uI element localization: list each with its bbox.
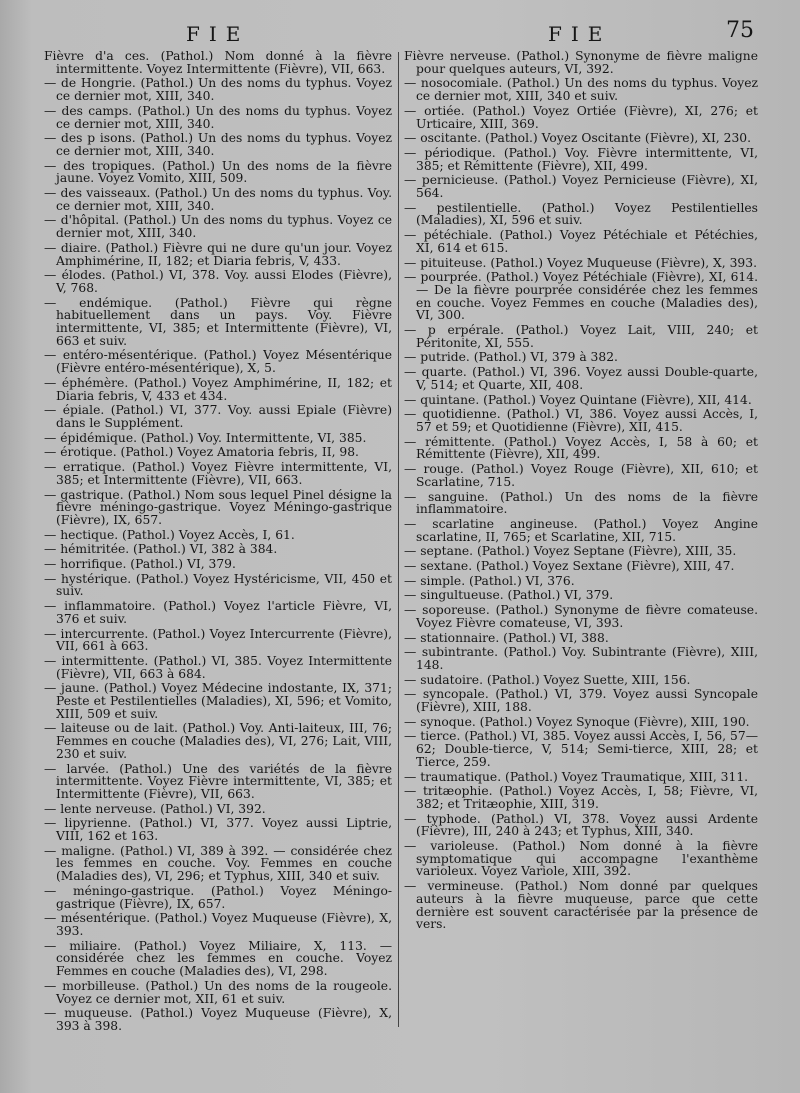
index-entry: — singultueuse. (Pathol.) VI, 379. <box>404 588 614 603</box>
index-entry: — éphémère. (Pathol.) Voyez Amphimérine, II, 182; et Diaria febris, V, 433 et 434. <box>44 375 392 403</box>
index-entry: — rouge. (Pathol.) Voyez Rouge (Fièvre), XII, 610; et Scarlatine, 715. <box>404 462 758 489</box>
index-entry: — p erpérale. (Pathol.) Voyez Lait, VIII, 240; et Péritonite, XI, 555. <box>404 323 758 350</box>
index-entry: — quotidienne. (Pathol.) VI, 386. Voyez aussi Accès, I, 57 et 59; et Quotidienne (Fièvre), XII, 415. <box>404 407 758 434</box>
index-entry: — hectique. (Pathol.) Voyez Accès, I, 61. <box>44 527 295 542</box>
index-entry: — horrifique. (Pathol.) VI, 379. <box>44 557 236 572</box>
index-entry: — sextane. (Pathol.) Voyez Sextane (Fièvre), XIII, 47. <box>404 559 735 574</box>
index-entry: — des tropiques. (Pathol.) Un des noms de la fièvre jaune. Voyez Vomito, XIII, 509. <box>44 158 392 186</box>
index-entry: — sanguine. (Pathol.) Un des noms de la fièvre inflammatoire. <box>404 489 758 517</box>
index-entry: — simple. (Pathol.) VI, 376. <box>404 573 575 588</box>
index-entry: — maligne. (Pathol.) VI, 389 à 392. — considérée chez les femmes en couche. Voy. Femmes en couche (Maladies des), VI, 296; et Typhus, XIII, 340 et suiv. <box>44 843 392 884</box>
index-entry: — pestilentielle. (Pathol.) Voyez Pestilentielles (Maladies), XI, 596 et suiv. <box>404 200 758 228</box>
index-entry: — tritæophie. (Pathol.) Voyez Accès, I, 58; Fièvre, VI, 382; et Tritæophie, XIII, 319. <box>404 784 758 811</box>
index-entry: — hystérique. (Pathol.) Voyez Hystéricisme, VII, 450 et suiv. <box>44 571 392 599</box>
index-entry: Fièvre nerveuse. (Pathol.) Synonyme de fièvre maligne pour quelques auteurs, VI, 392. <box>404 49 758 76</box>
column-divider <box>398 52 399 1027</box>
index-entry: — larvée. (Pathol.) Une des variétés de la fièvre intermittente. Voyez Fièvre intermittente, VI, 385; et Intermittente (Fièvre), VII, 663. <box>44 761 392 801</box>
index-entry: — inflammatoire. (Pathol.) Voyez l'article Fièvre, VI, 376 et suiv. <box>44 599 392 626</box>
index-entry: — pernicieuse. (Pathol.) Voyez Pernicieuse (Fièvre), XI, 564. <box>404 173 758 201</box>
index-entry: — élodes. (Pathol.) VI, 378. Voy. aussi Elodes (Fièvre), V, 768. <box>44 268 392 295</box>
index-entry: — traumatique. (Pathol.) Voyez Traumatique, XIII, 311. <box>404 769 749 784</box>
index-entry: — stationnaire. (Pathol.) VI, 388. <box>404 630 609 645</box>
index-entry: — entéro-mésentérique. (Pathol.) Voyez Mésentérique (Fièvre entéro-mésentérique), X, 5. <box>44 348 392 376</box>
index-entry: — nosocomiale. (Pathol.) Un des noms du typhus. Voyez ce dernier mot, XIII, 340 et suiv. <box>404 76 758 104</box>
index-entry: — hémitritée. (Pathol.) VI, 382 à 384. <box>44 542 278 557</box>
index-entry: Fièvre d'a ces. (Pathol.) Nom donné à la fièvre intermittente. Voyez Intermittente (Fièvre), VII, 663. <box>44 49 392 76</box>
index-entry: — épiale. (Pathol.) VI, 377. Voy. aussi Epiale (Fièvre) dans le Supplément. <box>44 403 392 430</box>
index-entry: — gastrique. (Pathol.) Nom sous lequel Pinel désigne la fièvre méningo-gastrique. Voyez Méningo-gastrique (Fièvre), IX, 657. <box>44 487 392 527</box>
index-entry: — synoque. (Pathol.) Voyez Synoque (Fièvre), XIII, 190. <box>404 714 750 729</box>
index-entry: — des camps. (Pathol.) Un des noms du typhus. Voyez ce dernier mot, XIII, 340. <box>44 103 392 131</box>
index-entry: — mésentérique. (Pathol.) Voyez Muqueuse (Fièvre), X, 393. <box>44 911 392 938</box>
left-column <box>44 50 392 1035</box>
index-entry: — soporeuse. (Pathol.) Synonyme de fièvre comateuse. Voyez Fièvre comateuse, VI, 393. <box>404 603 758 630</box>
index-entry: — quintane. (Pathol.) Voyez Quintane (Fièvre), XII, 414. <box>404 392 752 407</box>
index-entry: — erratique. (Pathol.) Voyez Fièvre intermittente, VI, 385; et Intermittente (Fièvre), VII, 663. <box>44 460 392 487</box>
index-entry: — jaune. (Pathol.) Voyez Médecine indostante, IX, 371; Peste et Pestilentielles (Maladies), XI, 596; et Vomito, XIII, 509 et suiv. <box>44 681 392 721</box>
index-entry: — érotique. (Pathol.) Voyez Amatoria febris, II, 98. <box>44 445 359 460</box>
index-entry: — de Hongrie. (Pathol.) Un des noms du typhus. Voyez ce dernier mot, XIII, 340. <box>44 76 392 104</box>
index-entry: — laiteuse ou de lait. (Pathol.) Voy. Anti-laiteux, III, 76; Femmes en couche (Maladies des), VI, 276; Lait, VIII, 230 et suiv. <box>44 721 392 761</box>
index-entry: — quarte. (Pathol.) VI, 396. Voyez aussi Double-quarte, V, 514; et Quarte, XII, 408. <box>404 365 758 392</box>
index-entry: — tierce. (Pathol.) VI, 385. Voyez aussi Accès, I, 56, 57—62; Double-tierce, V, 514; Semi-tierce, XIII, 28; et Tierce, 259. <box>404 729 758 769</box>
index-entry: — intercurrente. (Pathol.) Voyez Intercurrente (Fièvre), VII, 661 à 663. <box>44 626 392 654</box>
page-number: 75 <box>726 18 754 43</box>
index-entry: — sudatoire. (Pathol.) Voyez Suette, XIII, 156. <box>404 672 691 687</box>
index-entry: — des p isons. (Pathol.) Un des noms du typhus. Voyez ce dernier mot, XIII, 340. <box>44 131 392 158</box>
index-entry: — syncopale. (Pathol.) VI, 379. Voyez aussi Syncopale (Fièvre), XIII, 188. <box>404 687 758 715</box>
right-column <box>404 50 758 933</box>
index-entry: — intermittente. (Pathol.) VI, 385. Voyez Intermittente (Fièvre), VII, 663 à 684. <box>44 653 392 681</box>
index-entry: — pétéchiale. (Pathol.) Voyez Pétéchiale et Pétéchies, XI, 614 et 615. <box>404 228 758 255</box>
index-entry: — endémique. (Pathol.) Fièvre qui règne habituellement dans un pays. Voy. Fièvre intermittente, VI, 385; et Intermittente (Fièvre), VI, 663 et suiv. <box>44 295 392 348</box>
index-entry: — rémittente. (Pathol.) Voyez Accès, I, 58 à 60; et Rémittente (Fièvre), XII, 499. <box>404 434 758 462</box>
index-entry: — ortiée. (Pathol.) Voyez Ortiée (Fièvre), XI, 276; et Urticaire, XIII, 369. <box>404 103 758 131</box>
index-entry: — muqueuse. (Pathol.) Voyez Muqueuse (Fièvre), X, 393 à 398. <box>44 1006 392 1033</box>
index-entry: — septane. (Pathol.) Voyez Septane (Fièvre), XIII, 35. <box>404 544 737 559</box>
running-head-right: FIE <box>548 22 612 46</box>
index-entry: — des vaisseaux. (Pathol.) Un des noms du typhus. Voy. ce dernier mot, XIII, 340. <box>44 186 392 213</box>
index-entry: — méningo-gastrique. (Pathol.) Voyez Méningo-gastrique (Fièvre), IX, 657. <box>44 883 392 911</box>
index-entry: — oscitante. (Pathol.) Voyez Oscitante (Fièvre), XI, 230. <box>404 131 751 146</box>
index-entry: — lente nerveuse. (Pathol.) VI, 392. <box>44 801 266 816</box>
index-entry: — diaire. (Pathol.) Fièvre qui ne dure qu'un jour. Voyez Amphimérine, II, 182; et Diaria febris, V, 433. <box>44 240 392 268</box>
index-entry: — épidémique. (Pathol.) Voy. Intermittente, VI, 385. <box>44 430 367 445</box>
index-entry: — miliaire. (Pathol.) Voyez Miliaire, X, 113. — considérée chez les femmes en couche. Voyez Femmes en couche (Maladies des), VI, 298. <box>44 938 392 979</box>
index-entry: — typhode. (Pathol.) VI, 378. Voyez aussi Ardente (Fièvre), III, 240 à 243; et Typhus, XIII, 340. <box>404 811 758 839</box>
index-entry: — vermineuse. (Pathol.) Nom donné par quelques auteurs à la fièvre muqueuse, parce que cette dernière est souvent caractérisée par la présence de vers. <box>404 879 758 932</box>
index-entry: — pituiteuse. (Pathol.) Voyez Muqueuse (Fièvre), X, 393. <box>404 255 757 270</box>
index-entry: — périodique. (Pathol.) Voy. Fièvre intermittente, VI, 385; et Rémittente (Fièvre), XII, 499. <box>404 145 758 173</box>
index-entry: — varioleuse. (Pathol.) Nom donné à la fièvre symptomatique qui accompagne l'exanthème varioleux. Voyez Variole, XIII, 392. <box>404 839 758 879</box>
index-entry: — lipyrienne. (Pathol.) VI, 377. Voyez aussi Liptrie, VIII, 162 et 163. <box>44 816 392 844</box>
index-entry: — morbilleuse. (Pathol.) Un des noms de la rougeole. Voyez ce dernier mot, XII, 61 et suiv. <box>44 978 392 1006</box>
index-entry: — pourprée. (Pathol.) Voyez Pétéchiale (Fièvre), XI, 614. — De la fièvre pourprée considérée chez les femmes en couche. Voyez Femmes en couche (Maladies des), VI, 300. <box>404 270 758 323</box>
index-entry: — d'hôpital. (Pathol.) Un des noms du typhus. Voyez ce dernier mot, XIII, 340. <box>44 213 392 241</box>
index-entry: — subintrante. (Pathol.) Voy. Subintrante (Fièvre), XIII, 148. <box>404 645 758 672</box>
running-head-left: FIE <box>186 22 250 46</box>
index-entry: — putride. (Pathol.) VI, 379 à 382. <box>404 350 618 365</box>
index-entry: — scarlatine angineuse. (Pathol.) Voyez Angine scarlatine, II, 765; et Scarlatine, XII, 715. <box>404 516 758 544</box>
